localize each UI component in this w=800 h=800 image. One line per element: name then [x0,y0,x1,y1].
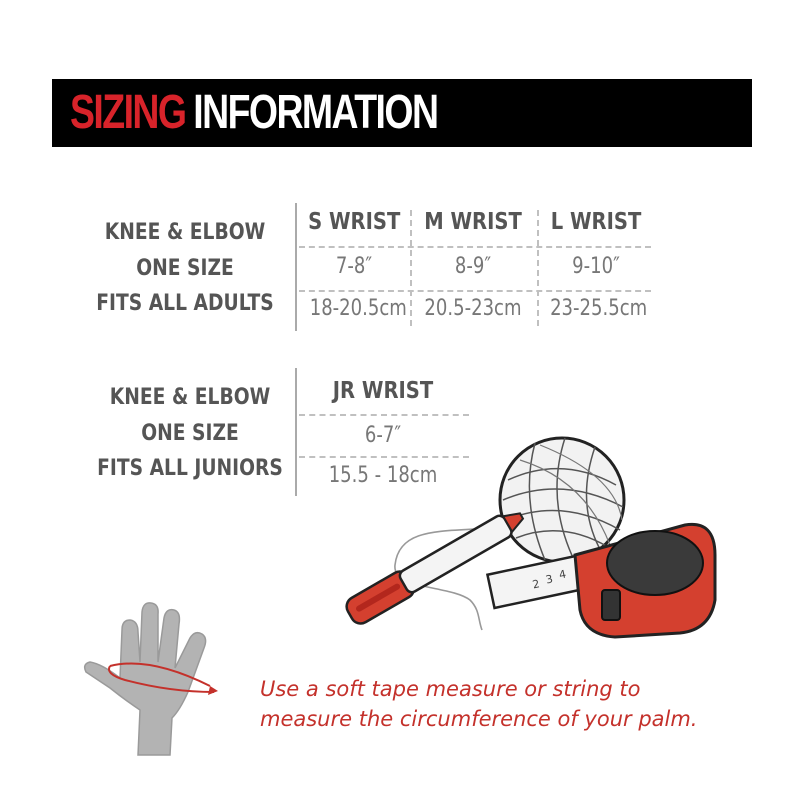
yarn-ball-icon [500,438,624,562]
junior-table-divider [295,368,297,496]
m-wrist-inches: 8-9″ [454,254,492,279]
col-header-jr-wrist: JR WRIST [332,378,434,404]
tape-digit-3: 3 [544,572,555,587]
junior-row-separator-1 [299,414,469,416]
header-banner [52,79,752,147]
s-wrist-inches: 7-8″ [335,254,373,279]
adult-label-line-1: KNEE & ELBOW [104,220,266,245]
l-wrist-cm: 23-25.5cm [550,296,648,321]
adult-col-separator-1 [410,210,412,326]
measuring-tools-illustration [340,425,730,645]
instruction-line-2: measure the circumference of your palm. [260,707,698,731]
junior-label-line-1: KNEE & ELBOW [109,385,271,410]
tape-digit-2: 2 [531,577,541,592]
col-header-m-wrist: M WRIST [424,209,522,235]
junior-label-line-2: ONE SIZE [141,421,239,446]
page-title [70,87,437,139]
col-header-l-wrist: L WRIST [550,209,642,235]
jr-wrist-inches: 6-7″ [364,423,402,448]
col-header-s-wrist: S WRIST [308,209,401,235]
jr-wrist-cm: 15.5 - 18cm [328,463,438,488]
hand-icon [80,600,240,760]
adult-col-separator-2 [537,210,539,326]
marker-pen-icon [343,504,528,627]
title-sizing: SIZING [70,86,186,139]
adult-label-line-2: ONE SIZE [136,256,234,281]
junior-label-line-3: FITS ALL JUNIORS [97,456,283,481]
s-wrist-cm: 18-20.5cm [309,296,407,321]
title-information: INFORMATION [193,86,438,139]
l-wrist-inches: 9-10″ [572,254,620,279]
adult-row-separator-1 [299,246,651,248]
instruction-line-1: Use a soft tape measure or string to [260,677,641,701]
adult-table-divider [295,203,297,331]
m-wrist-cm: 20.5-23cm [424,296,522,321]
tape-digit-4: 4 [557,567,568,582]
adult-row-separator-2 [299,290,651,292]
adult-label-line-3: FITS ALL ADULTS [96,291,274,316]
